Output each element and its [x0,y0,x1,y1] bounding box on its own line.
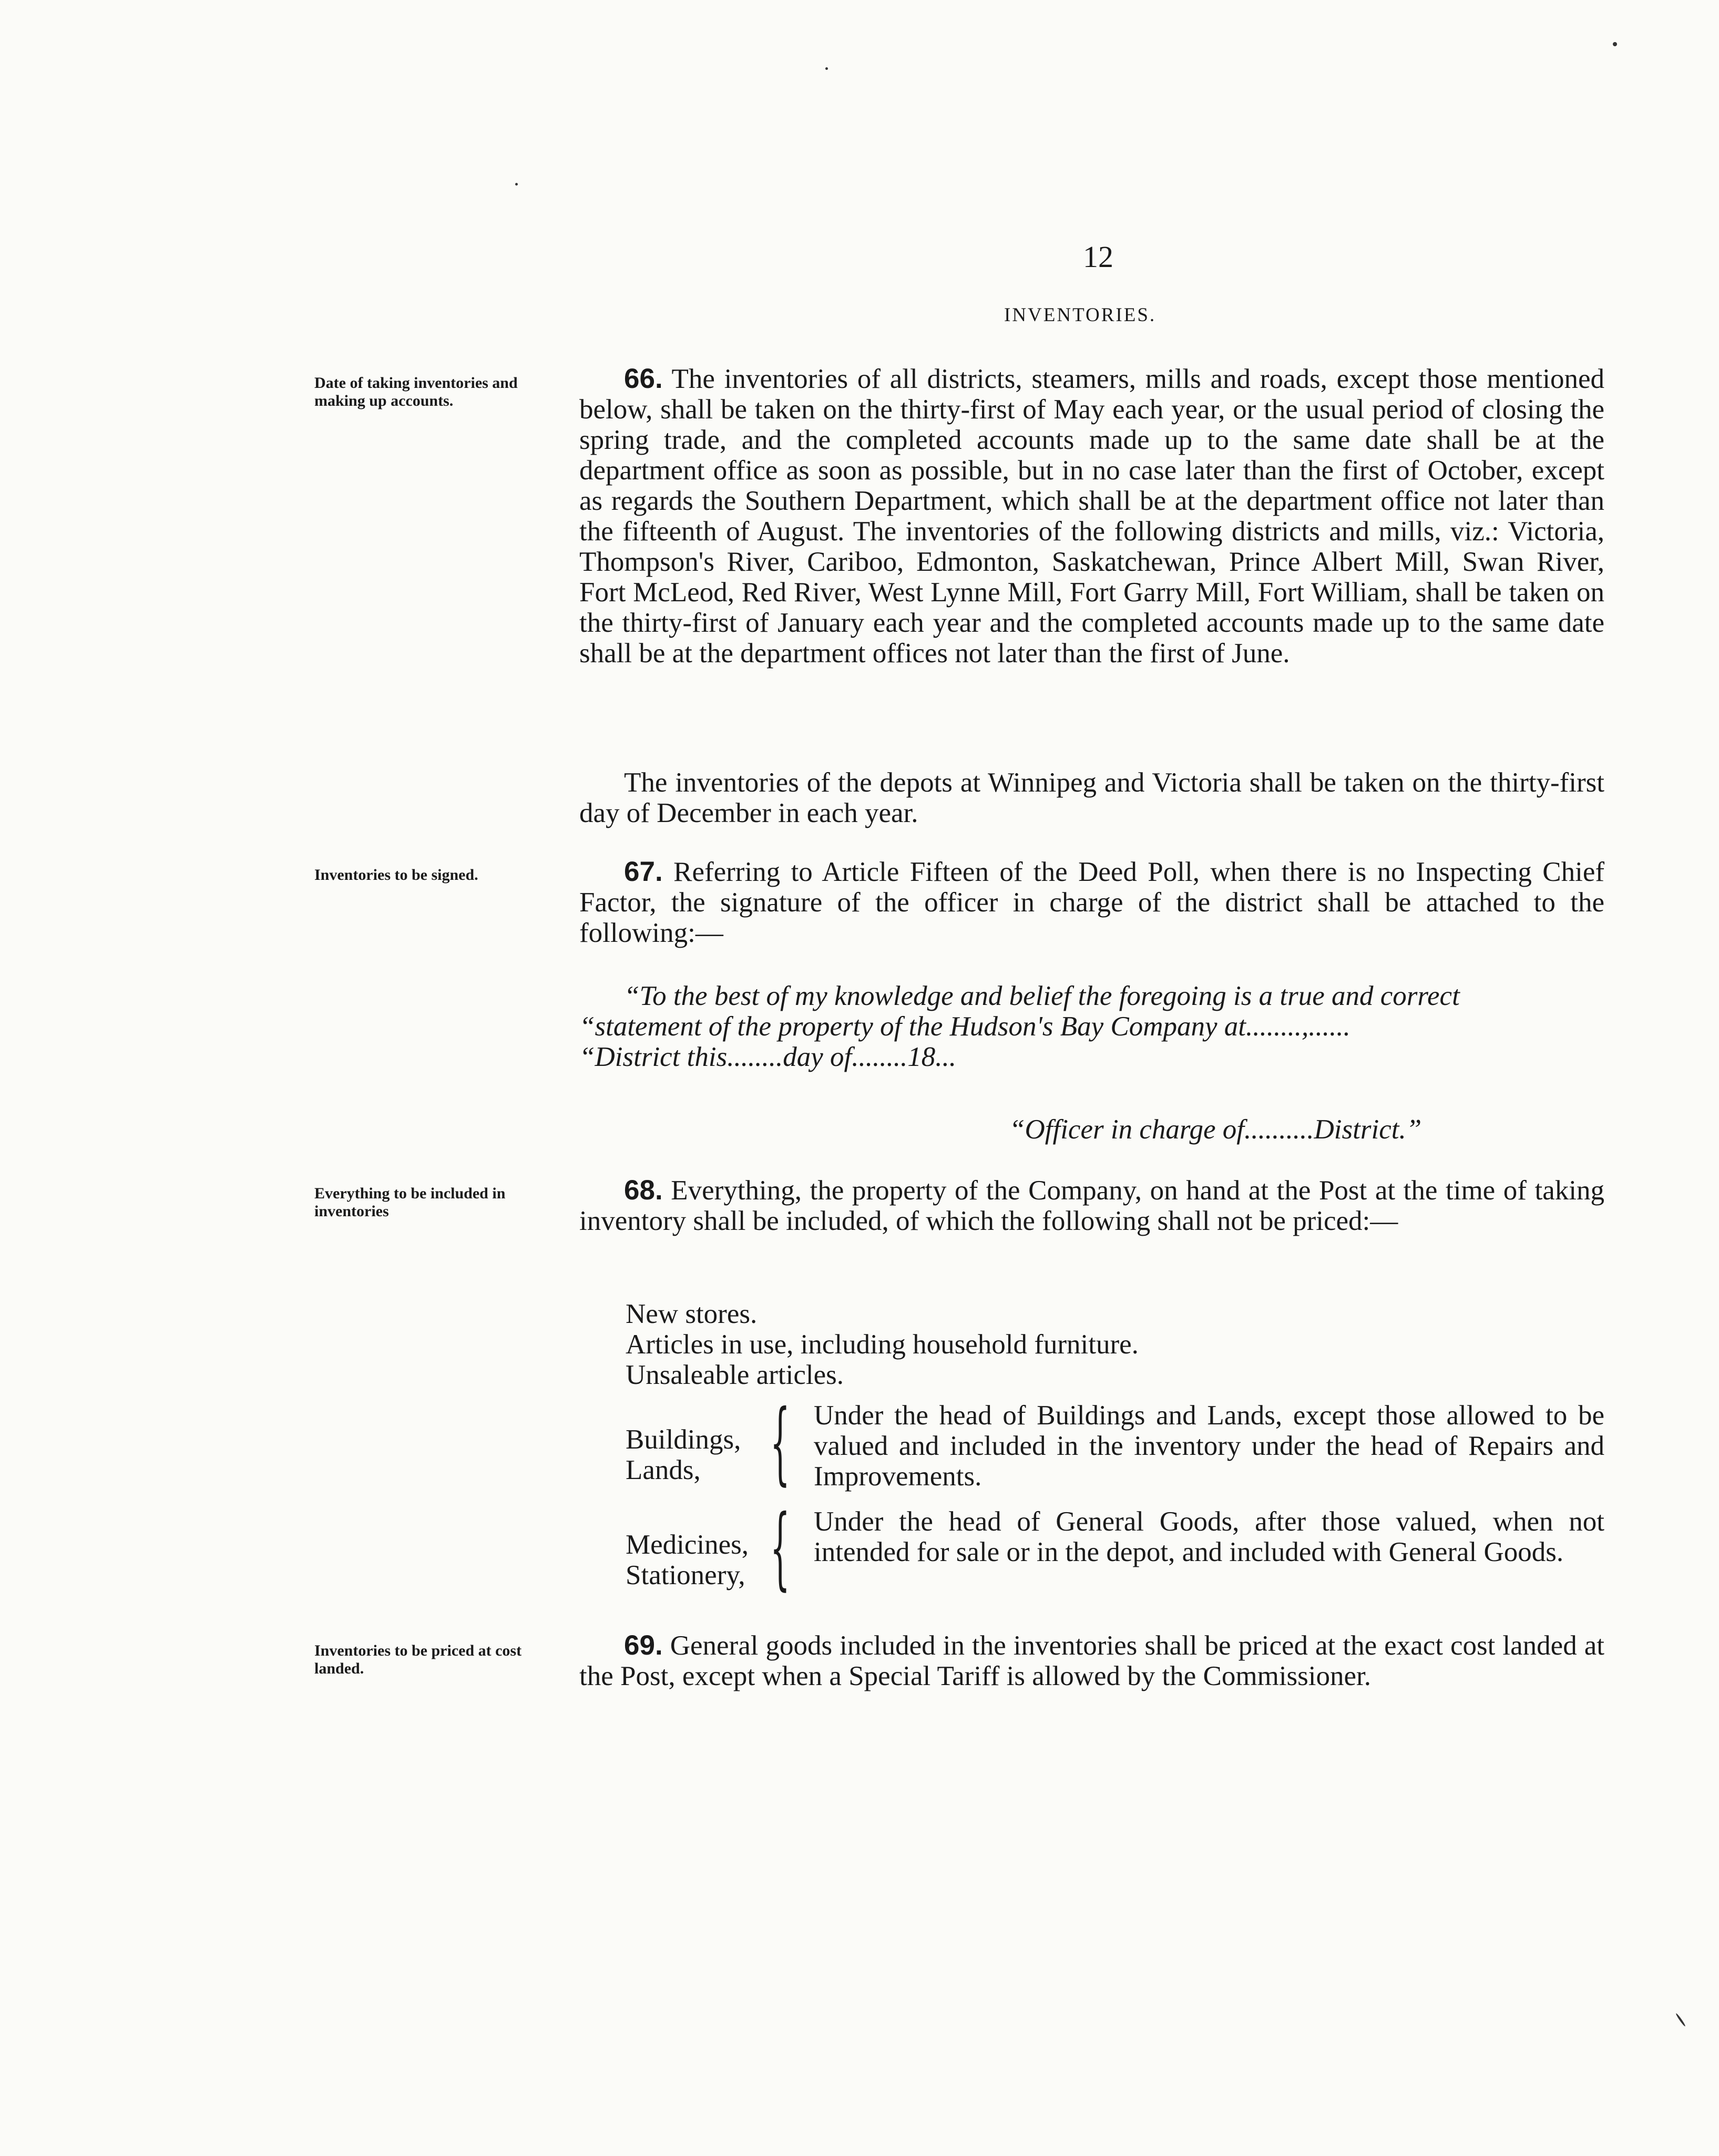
officer-signature-line: “Officer in charge of..........District.” [1009,1114,1422,1145]
left-brace-icon: { [770,1391,790,1495]
paragraph-68 [579,1175,1604,1236]
sidenote-69: Inventories to be priced at cost landed. [314,1642,522,1677]
scan-speck [1675,2013,1686,2027]
list-item: New stores. [626,1299,758,1329]
paragraph-66 [579,364,1604,669]
group-label: Stationery, [626,1560,745,1590]
scan-speck [1613,42,1617,46]
quote-line-2: “statement of the property of the Hudson's Bay Company at........,...... [579,1011,1350,1042]
list-item: Articles in use, including household furniture. [626,1329,1139,1360]
left-brace-icon: { [770,1496,790,1600]
article-number-67: 67. [624,856,663,887]
sidenote-68: Everything to be included in inventories [314,1185,506,1220]
paragraph-67-text: Referring to Article Fifteen of the Deed Poll, when there is no Inspecting Chief Factor, the signature of the officer in charge of the district shall be attached to the following:— [579,857,1604,948]
quote-line-1: “To the best of my knowledge and belief the foregoing is a true and correct [624,981,1460,1011]
list-item: Unsaleable articles. [626,1360,844,1390]
quote-line-3: “District this........day of........18... [579,1042,957,1072]
group-label: Buildings, [626,1424,741,1455]
paragraph-67 [579,857,1604,948]
paragraph-66-text: The inventories of all districts, steamers, mills and roads, except those mentioned below, shall be taken on the thirty-first of May each year, or the usual period of closing the spring trade, and the completed accounts made up to the same date shall be at the department office as soon as possible, but in no case later than the first of October, except as regards the Southern Department, which shall be at the department office not later than the fifteenth of August. The inventories of the following districts and mills, viz.: Victoria, Thompson's River, Cariboo, Edmonton, Saskatchewan, Prince Albert Mill, Swan River, Fort McLeod, Red River, West Lynne Mill, Fort Garry Mill, Fort William, shall be taken on the thirty-first of January each year and the completed accounts made up to the same date shall be at the department offices not later than the first of June. [579,364,1604,669]
group-2-labels [626,1529,749,1590]
certification-quote [579,981,1604,1072]
sidenote-66: Date of taking inventories and making up accounts. [314,374,518,409]
article-number-69: 69. [624,1630,663,1661]
scan-speck [825,67,828,70]
page-number: 12 [1083,240,1113,274]
paragraph-69 [579,1630,1604,1691]
scan-speck [515,183,518,186]
paragraph-68-text: Everything, the property of the Company, on hand at the Post at the time of taking inventory shall be included, of which the following shall not be priced:— [579,1175,1604,1236]
paragraph-69-text: General goods included in the inventories shall be priced at the exact cost landed at the Post, except when a Special Tariff is allowed by the Commissioner. [579,1630,1604,1691]
group-1-labels [626,1424,741,1485]
article-number-66: 66. [624,363,663,394]
sidenote-67: Inventories to be signed. [314,866,478,884]
article-number-68: 68. [624,1175,663,1206]
paragraph-66-depots: The inventories of the depots at Winnipeg and Victoria shall be taken on the thirty-first day of December in each year. [579,767,1604,828]
group-label: Lands, [626,1455,701,1485]
group-2-text: Under the head of General Goods, after those valued, when not intended for sale or in the depot, and included with General Goods. [814,1506,1604,1567]
section-heading: INVENTORIES. [1004,304,1157,326]
group-label: Medicines, [626,1529,749,1560]
group-1-text: Under the head of Buildings and Lands, except those allowed to be valued and included in the inventory under the head of Repairs and Improvements. [814,1400,1604,1492]
